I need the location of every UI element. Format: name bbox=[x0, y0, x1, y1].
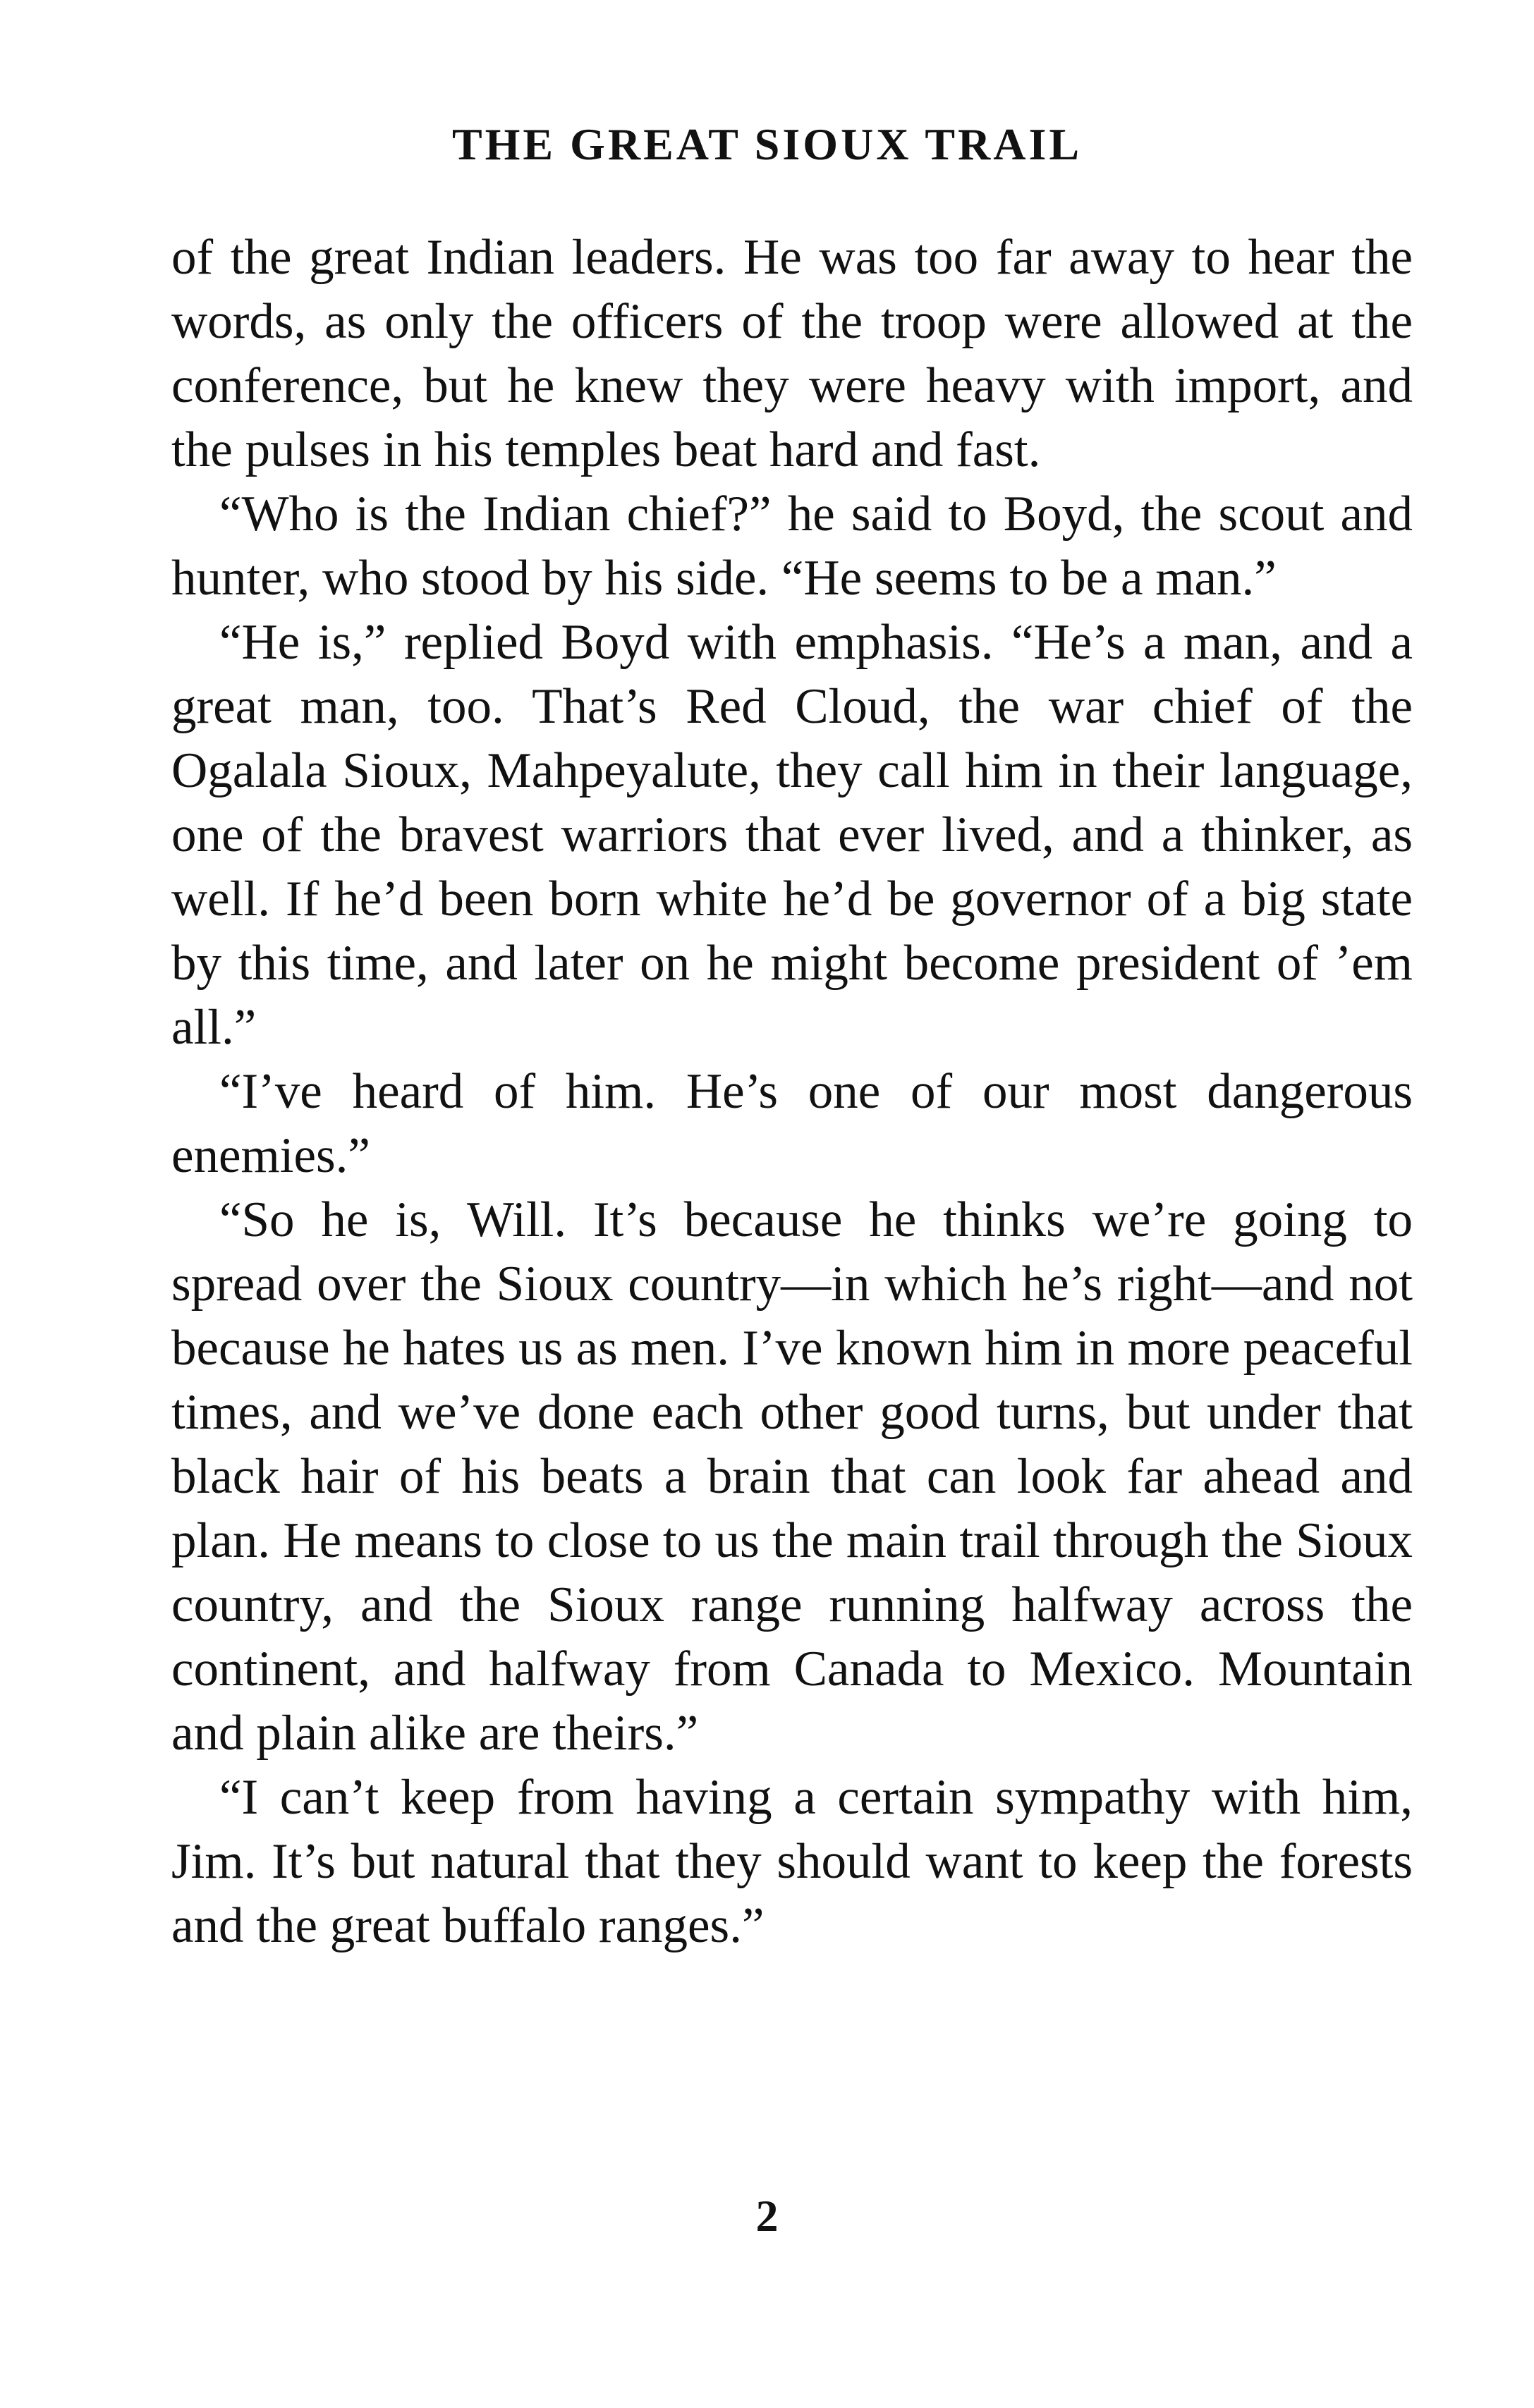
page-number: 2 bbox=[755, 2191, 779, 2241]
paragraph: “He is,” replied Boyd with emphasis. “He’s a man, and a great man, too. That’s Red Cloud, the war chief of the Ogalala Sioux, Mahpeyalute, they call him in their language, one of the bravest warriors that ever lived, and a thinker, as well. If he’d been born white he’d be governor of a big state by this time, and later on he might become president of ’em all.” bbox=[171, 615, 1413, 1055]
paragraph: “So he is, Will. It’s because he thinks we’re going to spread over the Sioux country—in which he’s right—and not because he hates us as men. I’ve known him in more peaceful times, and we’ve done each other good turns, but under that black hair of his beats a brain that can look far ahead and plan. He means to close to us the main trail through the Sioux country, and the Sioux range running halfway across the continent, and halfway from Canada to Mexico. Mountain and plain alike are theirs.” bbox=[171, 1192, 1413, 1761]
paragraph: “I’ve heard of him. He’s one of our most dangerous enemies.” bbox=[171, 1064, 1413, 1183]
running-title: THE GREAT SIOUX TRAIL bbox=[451, 119, 1083, 169]
paragraph: “I can’t keep from having a certain sympathy with him, Jim. It’s but natural that they should want to keep the forests and the great buffalo ranges.” bbox=[171, 1770, 1413, 1953]
body-text bbox=[171, 226, 1413, 1958]
paragraph: “Who is the Indian chief?” he said to Boyd, the scout and hunter, who stood by his side. “He seems to be a man.” bbox=[171, 487, 1413, 606]
paragraph-continued: of the great Indian leaders. He was too far away to hear the words, as only the officers of the troop were allowed at the conference, but he knew they were heavy with import, and the pulses in his temples beat hard and fast. bbox=[171, 230, 1413, 477]
